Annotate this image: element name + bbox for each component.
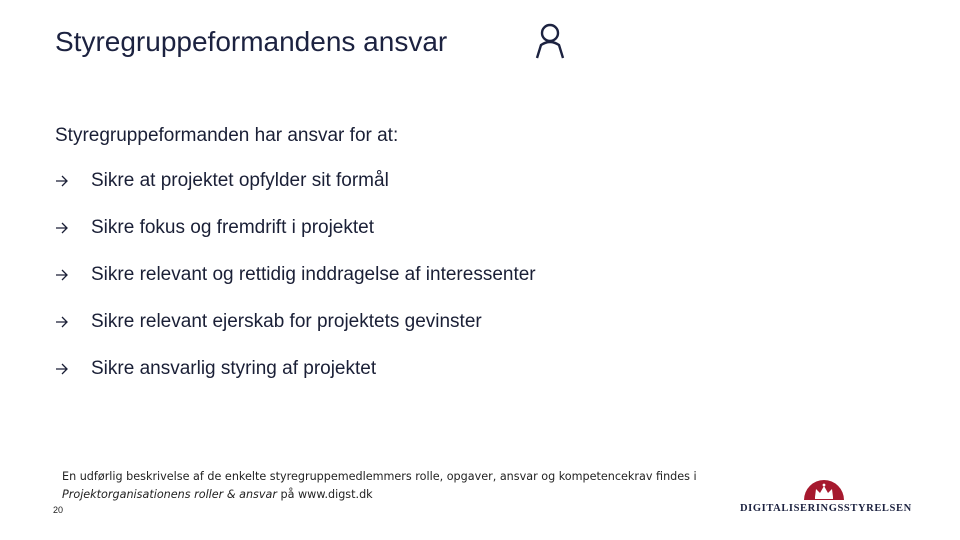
responsibility-list xyxy=(55,170,536,405)
list-item-text: Sikre ansvarlig styring af projektet xyxy=(91,358,377,379)
list-item xyxy=(55,217,536,264)
footnote-link-text: på www.digst.dk xyxy=(276,488,373,501)
list-item-text: Sikre relevant og rettidig inddragelse af interessenter xyxy=(91,264,536,285)
arrow-right-icon xyxy=(55,362,69,376)
arrow-right-icon xyxy=(55,315,69,329)
footnote-line-2 xyxy=(62,486,697,504)
list-item xyxy=(55,311,536,358)
person-icon xyxy=(533,22,567,60)
slide-title: Styregruppeformandens ansvar xyxy=(55,26,448,57)
list-item xyxy=(55,264,536,311)
footnote xyxy=(62,468,697,504)
list-item-text: Sikre fokus og fremdrift i projektet xyxy=(91,217,374,238)
logo-wordmark: DIGITALISERINGSSTYRELSEN xyxy=(740,503,912,514)
footnote-line-1: En udførlig beskrivelse af de enkelte styregruppemedlemmers rolle, opgaver, ansvar og kompetencekrav findes i xyxy=(62,470,697,483)
list-item xyxy=(55,358,536,405)
page-number: 20 xyxy=(53,505,64,515)
list-item xyxy=(55,170,536,217)
arrow-right-icon xyxy=(55,268,69,282)
list-item-text: Sikre at projektet opfylder sit formål xyxy=(91,170,389,191)
list-item-text: Sikre relevant ejerskab for projektets gevinster xyxy=(91,311,482,332)
arrow-right-icon xyxy=(55,174,69,188)
intro-text: Styregruppeformanden har ansvar for at: xyxy=(55,125,399,146)
footnote-document-title: Projektorganisationens roller & ansvar xyxy=(62,488,277,501)
arrow-right-icon xyxy=(55,221,69,235)
